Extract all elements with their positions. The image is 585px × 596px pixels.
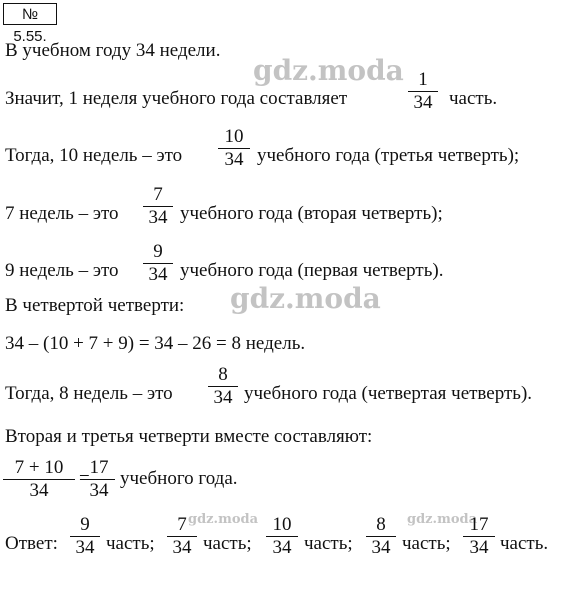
fraction-numerator: 7 + 10 (14, 457, 64, 478)
fraction-denominator: 34 (172, 537, 192, 558)
text-line-3: Тогда, 10 недель – это (5, 145, 183, 166)
fraction-ten-34 (218, 127, 250, 170)
text-line-4: 7 недель – это (5, 203, 119, 224)
watermark-logo: gdz.moda (230, 282, 381, 315)
text-line-2-tail: часть. (449, 88, 498, 109)
fraction-eight-34 (208, 365, 238, 408)
fraction-numerator: 7 (177, 514, 187, 535)
fraction-numerator: 9 (80, 514, 90, 535)
fraction-denominator: 34 (213, 387, 233, 408)
watermark-logo: gdz.moda (253, 54, 404, 87)
problem-number-badge: № 5.55. (3, 3, 57, 25)
watermark-logo: gdz.moda (407, 512, 478, 527)
fraction-numerator: 7 (153, 184, 163, 205)
text-line-2: Значит, 1 неделя учебного года составляет (5, 88, 348, 109)
answer-separator: часть; (304, 533, 353, 554)
fraction-denominator: 34 (148, 207, 168, 228)
watermark-logo: gdz.moda (188, 512, 259, 527)
fraction-numerator: 8 (376, 514, 386, 535)
text-line-1: В учебном году 34 недели. (5, 40, 221, 61)
answer-separator: часть; (402, 533, 451, 554)
fraction-denominator: 34 (371, 537, 391, 558)
text-line-4-tail: учебного года (вторая четверть); (180, 203, 443, 224)
text-line-5: 9 недель – это (5, 260, 119, 281)
fraction-nine-34 (143, 242, 173, 285)
fraction-numerator: 10 (224, 126, 244, 147)
text-line-8: Тогда, 8 недель – это (5, 383, 173, 404)
fraction-denominator: 34 (272, 537, 292, 558)
text-line-8-tail: учебного года (четвертая четверть). (244, 383, 533, 404)
text-line-7: 34 – (10 + 7 + 9) = 34 – 26 = 8 недель. (5, 333, 306, 354)
answer-fraction-4 (366, 515, 396, 558)
fraction-denominator: 34 (224, 149, 244, 170)
fraction-denominator: 34 (29, 480, 49, 501)
text-line-6: В четвертой четверти: (5, 295, 185, 316)
text-line-3-tail: учебного года (третья четверть); (257, 145, 520, 166)
fraction-seventeen-34 (83, 458, 115, 501)
answer-fraction-2 (167, 515, 197, 558)
answer-fraction-5 (463, 515, 495, 558)
fraction-numerator: 8 (218, 364, 228, 385)
fraction-one-34 (408, 70, 438, 113)
text-line-10-tail: учебного года. (120, 468, 238, 489)
fraction-numerator: 10 (272, 514, 292, 535)
fraction-denominator: 34 (75, 537, 95, 558)
fraction-denominator: 34 (469, 537, 489, 558)
fraction-sum (3, 458, 75, 501)
answer-separator: часть; (203, 533, 252, 554)
equals-sign: = (79, 468, 90, 489)
fraction-numerator: 17 (89, 457, 109, 478)
fraction-numerator: 17 (469, 514, 489, 535)
fraction-denominator: 34 (148, 264, 168, 285)
answer-separator: часть; (106, 533, 155, 554)
fraction-numerator: 1 (418, 69, 428, 90)
fraction-denominator: 34 (413, 92, 433, 113)
text-line-9: Вторая и третья четверти вместе составляют: (5, 426, 373, 447)
answer-end: часть. (500, 533, 549, 554)
fraction-numerator: 9 (153, 241, 163, 262)
fraction-denominator: 34 (89, 480, 109, 501)
answer-fraction-3 (266, 515, 298, 558)
answer-label: Ответ: (5, 533, 58, 554)
fraction-seven-34 (143, 185, 173, 228)
answer-fraction-1 (70, 515, 100, 558)
text-line-5-tail: учебного года (первая четверть). (180, 260, 444, 281)
